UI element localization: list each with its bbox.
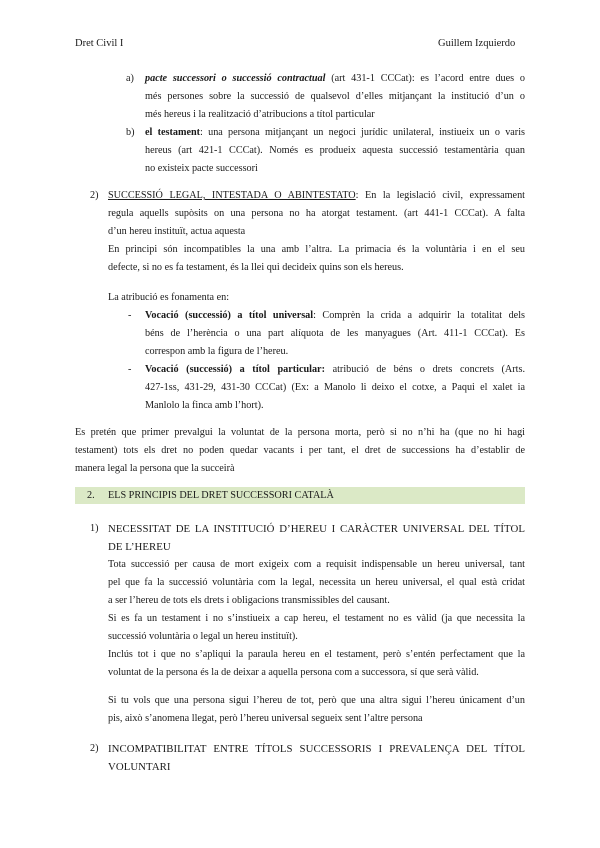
- list-item-b-line2: hereus (art 421-1 CCCat). Només es produeix aquesta successió testamentària quan: [145, 145, 525, 156]
- item-2-title-line2: VOLUNTARI: [108, 761, 171, 773]
- item-1-line3: a ser l’hereu de tots els drets i obligacions transmissibles del causant.: [108, 595, 390, 606]
- section-marker-2: 2): [90, 190, 99, 201]
- list-marker-a: a): [126, 73, 134, 84]
- section-2-line4: En principi són incompatibles la una amb l’altra. La primacia és la voluntària i en el seu: [108, 244, 525, 255]
- item-2-marker: 2): [90, 743, 99, 754]
- item-1-line2: pel que fa la successió voluntària com la legal, necessita un hereu universal, el qual està cridat: [108, 577, 525, 588]
- header-right: Guillem Izquierdo: [438, 38, 516, 49]
- section-2-line3: d’un hereu instituït, actua aquesta: [108, 226, 246, 237]
- dash-item-1-line1: Vocació (successió) a títol universal: Comprèn la crida a adquirir la totalitat dels: [145, 310, 525, 321]
- item-1-line6: Inclús tot i que no s’apliqui la paraula hereu en el testament, però s’entén perfectament que la: [108, 649, 525, 660]
- section-2-line2: regula aquells supòsits on una persona no ha atorgat testament. (art 441-1 CCCat). A falta: [108, 208, 525, 219]
- dash-item-1-line2: béns de l’herència o una part alíquota de les manyagues (Art. 411-1 CCCat). Es: [145, 328, 525, 339]
- dash-item-2-line2: 427-1ss, 431-29, 431-30 CCCat) (Ex: a Manolo li deixo el cotxe, a Paqui el xalet ia: [145, 382, 525, 393]
- item-1-line7: voluntat de la persona és la de deixar a aquella persona com a successora, sí que serà vàlid.: [108, 667, 479, 678]
- header-left: Dret Civil I: [75, 38, 124, 49]
- section-2-line5: defecte, si no es fa testament, és la llei qui decideix quins son els hereus.: [108, 262, 404, 273]
- item-1-line9: pis, això s’anomena llegat, però l’hereu universal segueix sent l’altre persona: [108, 713, 423, 724]
- paragraph-line3: manera legal la persona que la succeirà: [75, 463, 235, 474]
- dash-marker-2: -: [128, 364, 132, 375]
- paragraph-line2: testament) tots els dret no poden quedar vacants i per tant, el dret de successions ha d’establir de: [75, 445, 525, 456]
- term-titol-particular: Vocació (successió) a títol particular:: [145, 364, 325, 375]
- list-item-b-line3: no existeix pacte successori: [145, 163, 258, 174]
- section-2-title-line: SUCCESSIÓ LEGAL, INTESTADA O ABINTESTATO: En la legislació civil, expressament: [108, 190, 525, 201]
- item-1-line4: Si es fa un testament i no s’instiueix a cap hereu, el testament no es vàlid (ja que necessita la: [108, 613, 525, 624]
- term-titol-universal: Vocació (successió) a títol universal: [145, 310, 314, 321]
- list-marker-b: b): [126, 127, 135, 138]
- list-item-a-line2: més persones sobre la successió de qualsevol d’elles mitjançant la institució d’un o: [145, 91, 525, 102]
- list-item-a-line1: pacte successori o successió contractual (art 431-1 CCCat): es l’acord entre dues o: [145, 73, 525, 84]
- list-item-a-line3: més hereus i la realització d’atribucions a títol particular: [145, 109, 375, 120]
- section-2-intro: La atribució es fonamenta en:: [108, 292, 230, 303]
- dash-item-2-line1: Vocació (successió) a títol particular: atribució de béns o drets concrets (Arts.: [145, 364, 525, 375]
- item-1-line1: Tota successió per causa de mort exigeix com a requisit indispensable un hereu universal, tant: [108, 559, 525, 570]
- dash-marker-1: -: [128, 310, 132, 321]
- paragraph-line1: Es pretén que primer prevalgui la voluntat de la persona morta, però si no n’hi ha (que no hi hagi: [75, 427, 525, 438]
- item-1-title-line2: DE L’HEREU: [108, 541, 171, 553]
- section-2-title: SUCCESSIÓ LEGAL, INTESTADA O ABINTESTATO: [108, 190, 356, 201]
- item-2-title-line1: INCOMPATIBILITAT ENTRE TÍTOLS SUCCESSORIS I PREVALENÇA DEL TÍTOL: [108, 743, 525, 755]
- dash-item-2-line3: Manlolo la finca amb l’hort).: [145, 400, 264, 411]
- item-1-line8: Si tu vols que una persona sigui l’hereu de tot, però que una altra sigui l’hereu únicament d’un: [108, 695, 525, 706]
- term-pacte-successori: pacte successori o successió contractual: [145, 73, 326, 84]
- term-testament: el testament: [145, 127, 201, 138]
- item-1-title-line1: NECESSITAT DE LA INSTITUCIÓ D’HEREU I CARÀCTER UNIVERSAL DEL TÍTOL: [108, 523, 525, 535]
- item-1-line5: successió voluntària o legal un hereu instituït).: [108, 631, 298, 642]
- dash-item-1-line3: correspon amb la figura de l’hereu.: [145, 346, 289, 357]
- heading-title: ELS PRINCIPIS DEL DRET SUCCESSORI CATALÀ: [108, 490, 334, 501]
- list-item-b-line1: el testament: una persona mitjançant un negoci jurídic unilateral, instiueix un o varis: [145, 127, 525, 138]
- item-1-marker: 1): [90, 523, 99, 534]
- heading-number: 2.: [87, 490, 95, 501]
